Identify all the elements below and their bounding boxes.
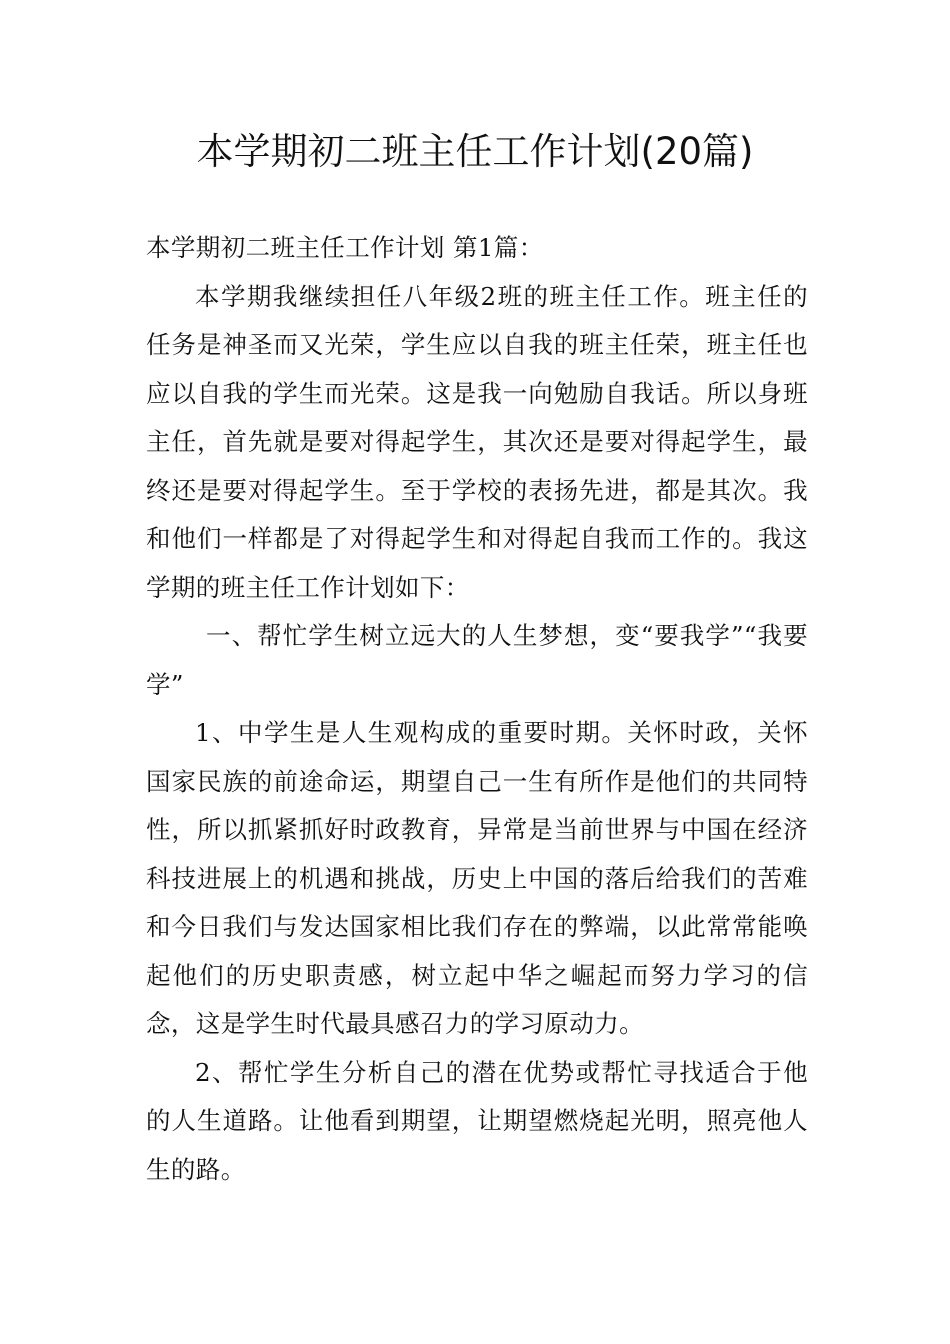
paragraph-item-two: 2、帮忙学生分析自己的潜在优势或帮忙寻找适合于他的人生道路。让他看到期望，让期望燃烧起光明，照亮他人生的路。 [146, 1057, 808, 1184]
paragraph-item-one: 1、中学生是人生观构成的重要时期。关怀时政，关怀国家民族的前途命运，期望自己一生有所作是他们的共同特性，所以抓紧抓好时政教育，异常是当前世界与中国在经济科技进展上的机遇和挑战，历史上中国的落后给我们的苦难和今日我们与发达国家相比我们存在的弊端，以此常常能唤起他们的历史职责感，树立起中华之崛起而努力学习的信念，这是学生时代最具感召力的学习原动力。 [146, 718, 808, 1038]
paragraph-intro: 本学期我继续担任八年级2班的班主任工作。班主任的任务是神圣而又光荣，学生应以自我的班主任荣，班主任也应以自我的学生而光荣。这是我一向勉励自我话。所以身班主任，首先就是要对得起学生，其次还是要对得起学生，最终还是要对得起学生。至于学校的表扬先进，都是其次。我和他们一样都是了对得起学生和对得起自我而工作的。我这学期的班主任工作计划如下： [146, 281, 808, 602]
document-body [146, 224, 808, 1194]
paragraph-heading-one: 一、帮忙学生树立远大的人生梦想，变“要我学”“我要学” [146, 621, 808, 699]
document-title: 本学期初二班主任工作计划(20篇) [196, 130, 754, 173]
section-subheading: 本学期初二班主任工作计划 第1篇： [146, 233, 544, 262]
